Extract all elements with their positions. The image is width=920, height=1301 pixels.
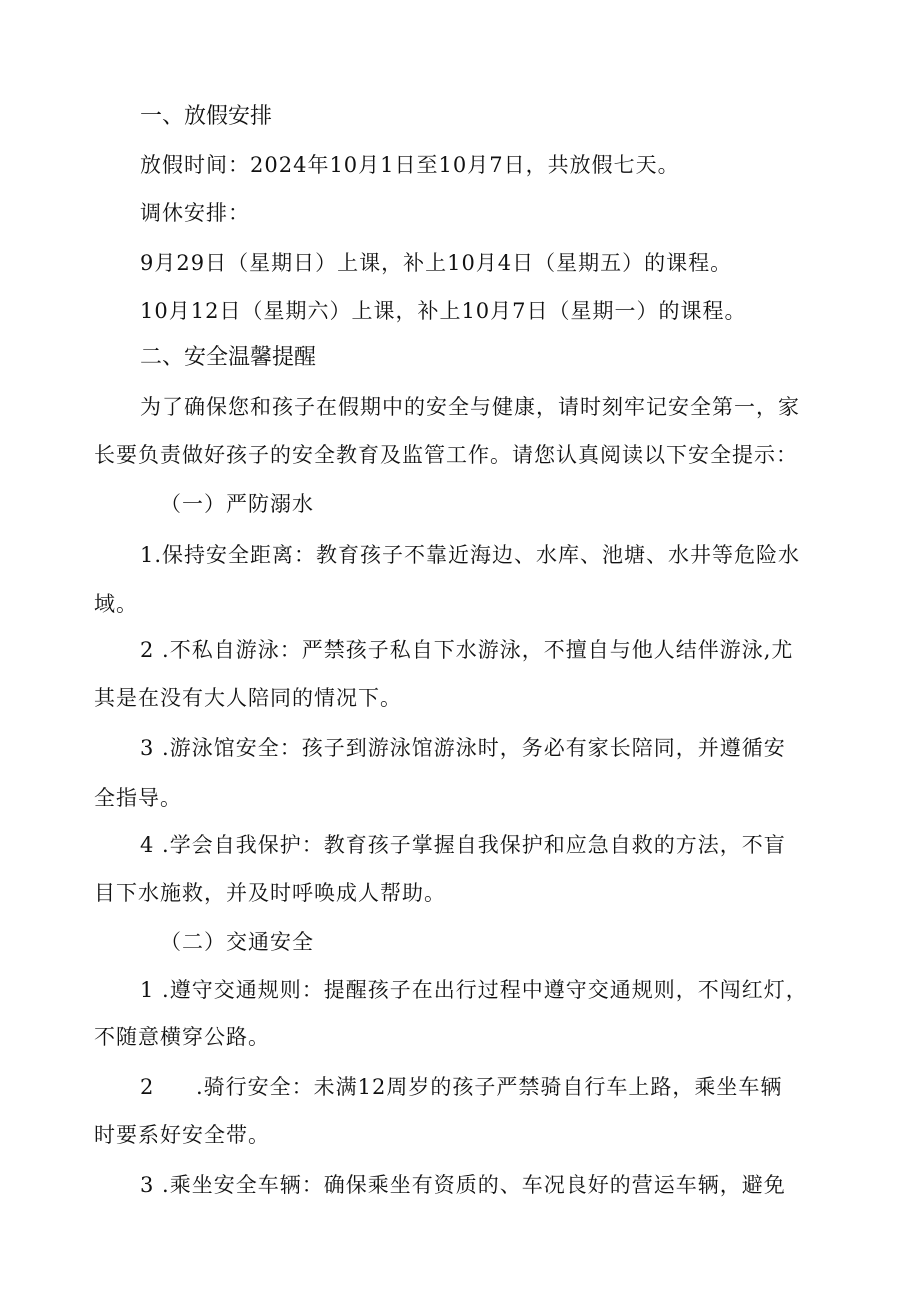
traffic-item-2-line-1: .骑行安全：未满12周岁的孩子严禁骑自行车上路，乘坐车辆 — [196, 1075, 783, 1099]
traffic-item-1-line-1: 1 .遵守交通规则：提醒孩子在出行过程中遵守交通规则，不闯红灯， — [140, 978, 808, 1002]
traffic-item-1-line-2: 不随意横穿公路。 — [94, 1025, 270, 1049]
intro-line-1: 为了确保您和孩子在假期中的安全与健康，请时刻牢记安全第一，家 — [140, 395, 800, 419]
drowning-item-1-line-2: 域。 — [94, 592, 138, 616]
adjust-item-1: 9月29日（星期日）上课，补上10月4日（星期五）的课程。 — [140, 251, 733, 275]
holiday-time: 放假时间：2024年10月1日至10月7日，共放假七天。 — [140, 153, 680, 177]
traffic-item-3-line-1: 3 .乘坐安全车辆：确保乘坐有资质的、车况良好的营运车辆，避免 — [140, 1173, 786, 1197]
drowning-item-2-line-1: 2 .不私自游泳：严禁孩子私自下水游泳，不擅自与他人结伴游泳,尤 — [140, 638, 794, 662]
traffic-item-2-number: 2 — [140, 1075, 155, 1099]
traffic-item-2-line-2: 时要系好安全带。 — [94, 1123, 270, 1147]
drowning-item-4-line-2: 目下水施救，并及时呼唤成人帮助。 — [94, 881, 446, 905]
drowning-item-1-line-1: 1.保持安全距离：教育孩子不靠近海边、水库、池塘、水井等危险水 — [140, 543, 801, 567]
adjust-item-2: 10月12日（星期六）上课，补上10月7日（星期一）的课程。 — [140, 299, 747, 323]
drowning-item-3-line-1: 3 .游泳馆安全：孩子到游泳馆游泳时，务必有家长陪同，并遵循安 — [140, 736, 786, 760]
drowning-item-3-line-2: 全指导。 — [94, 786, 182, 810]
drowning-item-2-line-2: 其是在没有大人陪同的情况下。 — [94, 686, 402, 710]
subheading-traffic: （二）交通安全 — [160, 930, 314, 954]
subheading-drowning: （一）严防溺水 — [160, 492, 314, 516]
drowning-item-4-line-1: 4 .学会自我保护：教育孩子掌握自我保护和应急自救的方法，不盲 — [140, 833, 786, 857]
intro-line-2: 长要负责做好孩子的安全教育及监管工作。请您认真阅读以下安全提示： — [94, 443, 798, 467]
section-heading-holiday: 一、放假安排 — [140, 104, 273, 129]
section-heading-safety: 二、安全温馨提醒 — [140, 345, 317, 370]
adjust-label: 调休安排： — [140, 201, 250, 225]
